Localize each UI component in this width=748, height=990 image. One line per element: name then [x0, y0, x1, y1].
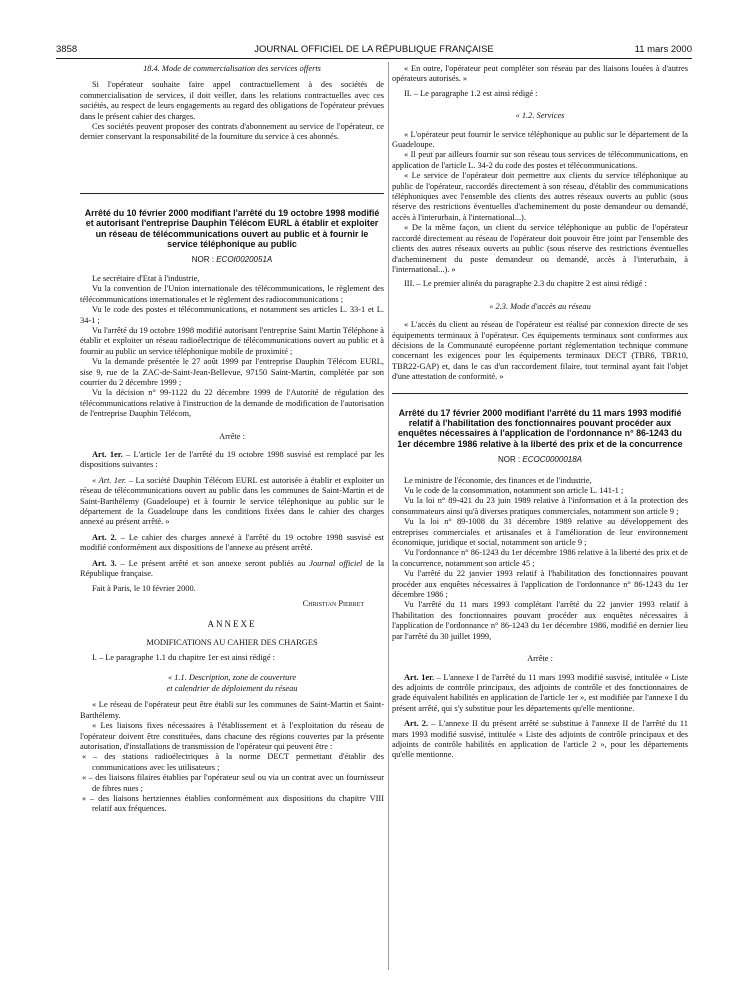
paragraph: Vu le code de la consommation, notamment son article L. 141-1 ; [404, 486, 624, 495]
done-at: Fait à Paris, le 10 février 2000. [92, 584, 196, 594]
bullet-item: « – des liaisons hertziennes établies conformément aux dispositions du chapitre VIII relatif aux fréquences. [82, 793, 384, 814]
paragraph: I. – Le paragraphe 1.1 du chapitre 1er est ainsi rédigé : [92, 653, 276, 663]
article-text: – Le présent arrêté et son annexe seront publiés au [116, 558, 310, 568]
article-text: – L'article 1er de l'arrêté du 19 octobre 1998 susvisé est remplacé par les dispositions suivantes : [80, 449, 384, 470]
journal-title: JOURNAL OFFICIEL DE LA RÉPUBLIQUE FRANÇAISE [254, 43, 494, 55]
article-2 [80, 533, 384, 554]
nor-reference [392, 455, 688, 465]
article-label: Art. 2. [404, 719, 429, 729]
paragraph: Vu la loi n° 89-421 du 23 juin 1989 relative à l'information et à la protection des consommateurs ainsi qu'à diverses pratiques commerciales, notamment son article 9 ; [392, 496, 688, 516]
bullet-item: « – des stations radioélectriques à la norme DECT permettant d'établir des communications avec les utilisateurs ; [82, 752, 384, 772]
section-heading: 18.4. Mode de commercialisation des services offerts [143, 64, 321, 73]
annexe-heading: ANNEXE [207, 619, 257, 630]
article-1 [80, 450, 384, 471]
article-1-quote [80, 476, 384, 528]
paragraph: Vu la demande présentée le 27 août 1999 par l'entreprise Dauphin Télécom EURL, sise 9, rue de la ZAC-de-Saint-Jean-Bellevue, 97150 Saint-Martin, complétée par son courrier du 2 décembre 1999 ; [80, 357, 384, 387]
quote-heading: « 1.2. Services [515, 111, 565, 121]
bullet-item: « – des liaisons filaires établies par l'opérateur seul ou via un contrat avec un fournisseur de fibres nues ; [82, 773, 384, 793]
article-1 [392, 673, 688, 715]
paragraph: Le ministre de l'économie, des finances et de l'industrie, [404, 475, 592, 485]
paragraph: « Le réseau de l'opérateur peut être établi sur les communes de Saint-Martin et Saint-Barthélemy. [80, 700, 384, 720]
nor-prefix: NOR : [497, 455, 523, 465]
paragraph: « En outre, l'opérateur peut compléter son réseau par des liaisons louées à d'autres opérateurs autorisés. » [392, 64, 688, 84]
arrete-heading: Arrête : [527, 654, 553, 664]
issue-date: 11 mars 2000 [634, 43, 692, 55]
paragraph: III. – Le premier alinéa du paragraphe 2.3 du chapitre 2 est ainsi rédigé : [404, 279, 647, 289]
decree-title: Arrêté du 10 février 2000 modifiant l'arrêté du 19 octobre 1998 modifié et autorisant l'entreprise Dauphin Télécom EURL à établir et exploiter un réseau de télécommunications ouvert au public et à fournir le service téléphonique au public [84, 207, 380, 250]
paragraph: Ces sociétés peuvent proposer des contrats d'abonnement au service de l'opérateur, ce dernier conservant la responsabilité de la fourniture du service à ces abonnés. [80, 122, 384, 142]
quote-heading: « 2.3. Mode d'accès au réseau [489, 301, 591, 311]
quote-heading-line-2: et calendrier de déploiement du réseau [166, 683, 298, 693]
journal-name: Journal officiel [309, 558, 363, 568]
header-rule [56, 58, 692, 59]
paragraph: Le secrétaire d'Etat à l'industrie, [92, 273, 200, 283]
article-label: Art. 1er. [92, 449, 123, 459]
quote-label: « Art. 1er. [92, 475, 127, 485]
quote-heading-line-1: « 1.1. Description, zone de couverture [167, 673, 297, 683]
quote-text: – La société Dauphin Télécom EURL est autorisée à établir et exploiter un réseau de télécommunications ouvert au public dans les communes de Saint-Martin et de Saint-Barthélemy (Guadeloupe) et à fournir le service téléphonique au public sur le département de la Guadeloupe dans les conditions fixées dans le cahier des charges annexé au présent arrêté. » [80, 475, 385, 527]
article-text: de la République française. [80, 558, 385, 579]
paragraph: Vu la décision n° 99-1122 du 22 décembre 1999 de l'Autorité de régulation des télécommunications relative à l'instruction de la demande de modification de l'autorisation de l'entreprise Dauphin Télécom, [80, 388, 384, 419]
paragraph: II. – Le paragraphe 1.2 est ainsi rédigé : [404, 88, 538, 98]
right-column [392, 64, 688, 761]
paragraph: « L'opérateur peut fournir le service téléphonique au public sur le département de la Guadeloupe. [392, 129, 688, 150]
nor-code: ECOI0020051A [216, 255, 273, 265]
paragraph: « L'accès du client au réseau de l'opérateur est réalisé par connexion directe de ses équipements terminaux à l'opérateur. Ces équipements terminaux sont conformes aux décisions de la Communauté européenne portant réglementation technique commune concernant les exigences pour les équipements terminaux DECT (TBR6, TBR10, TBR22-GAP) et, dans le cas d'un raccordement filaire, tout terminal ayant fait l'objet d'une attestation de conformité. » [392, 320, 688, 382]
page-number: 3858 [56, 43, 78, 55]
page-header [56, 42, 692, 56]
article-text: – L'annexe I de l'arrêté du 11 mars 1993 modifié susvisé, intitulée « Liste des adjoints de contrôle principaux, des adjoints de contrôle et des fonctionnaires de grade équivalent habilités en application de l'article 1er », est modifiée par l'annexe I du présent arrêté, qui s'y substitue pour les départements qu'elle mentionne. [392, 672, 688, 713]
nor-prefix: NOR : [191, 255, 217, 265]
paragraph: Vu l'arrêté du 11 mars 1993 complétant l'arrêté du 22 janvier 1993 relatif à l'habilitation des fonctionnaires pouvant procéder aux enquêtes nécessaires à l'application de l'ordonnance n° 86-1243 du 1er décembre 1986, modifié en dernier lieu par l'arrêté du 30 juillet 1999, [392, 600, 688, 641]
paragraph: « Il peut par ailleurs fournir sur son réseau tous services de télécommunications, en application de l'article L. 34-2 du code des postes et télécommunications. [392, 150, 688, 170]
column-divider [388, 62, 389, 970]
paragraph: Vu le code des postes et télécommunications, et notamment ses articles L. 33-1 et L. 34-1 ; [80, 305, 384, 325]
paragraph: « Les liaisons fixes nécessaires à l'établissement et à l'exploitation du réseau de l'opérateur doivent être constituées, dans chacune des régions couvertes par la présente autorisation, d'installations de transmission de l'opérateur qui peuvent être : [80, 721, 384, 751]
article-label: Art. 1er. [404, 672, 435, 682]
paragraph: Vu l'arrêté du 22 janvier 1993 relatif à l'habilitation des fonctionnaires pouvant procéder aux enquêtes nécessaires à l'application de l'ordonnance n° 86-1243 du 1er décembre 1986 ; [392, 569, 688, 600]
section-rule [392, 393, 688, 394]
left-column [80, 64, 384, 815]
article-text: – Le cahier des charges annexé à l'arrêté du 19 octobre 1998 susvisé est modifié conformément aux dispositions de l'annexe au présent arrêté. [80, 532, 385, 553]
paragraph: Si l'opérateur souhaite faire appel contractuellement à des sociétés de commercialisation de services, il doit veiller, dans les relations contractuelles avec ces sociétés, au respect de leurs engagements au regard des obligations de l'opérateur prévues dans le présent cahier des charges. [80, 80, 384, 121]
article-2 [392, 719, 688, 761]
paragraph: « De la même façon, un client du service téléphonique au public de l'opérateur raccordé directement au réseau de l'opérateur doit pouvoir être joint par l'ensemble des clients des autres réseaux ouverts au public (sous réserve des restrictions éventuelles d'acheminement du poste demandeur ou demandé, accès à l'interurbain, à l'international...). » [392, 223, 688, 274]
paragraph: Vu la convention de l'Union internationale des télécommunications, le règlement des télécommunications internationales et le règlement des radiocommunications ; [80, 284, 384, 304]
arrete-heading: Arrête : [219, 431, 245, 441]
nor-code: ECOC0000018A [522, 455, 583, 465]
article-label: Art. 3. [92, 558, 117, 568]
decree-title: Arrêté du 17 février 2000 modifiant l'arrêté du 11 mars 1993 modifié relatif à l'habilitation des fonctionnaires pouvant procéder aux enquêtes nécessaires à l'application de l'ordonnance n° 86-1243 du 1er décembre 1986 relative à la liberté des prix et de la concurrence [397, 407, 683, 449]
paragraph: Vu l'ordonnance n° 86-1243 du 1er décembre 1986 relative à la liberté des prix et de la concurrence, notamment son article 45 ; [392, 548, 688, 568]
article-text: – L'annexe II du présent arrêté se substitue à l'annexe II de l'arrêté du 11 mars 1993 modifié susvisé, intitulée « Liste des adjoints de contrôle principaux et des adjoints de contrôle habilités en application de l'article 2 », pour les départements qu'elle mentionne. [392, 719, 688, 760]
signature: Christian Pierret [302, 598, 364, 608]
article-3 [80, 559, 384, 580]
article-label: Art. 2. [92, 532, 117, 542]
paragraph: Vu l'arrêté du 19 octobre 1998 modifié autorisant l'entreprise Saint Martin Téléphone à établir et exploiter un réseau radioélectrique de télécommunications ouvert au public et à fournir au public un service téléphonique mobile de proximité ; [80, 325, 384, 356]
annexe-subtitle: MODIFICATIONS AU CAHIER DES CHARGES [146, 637, 318, 647]
paragraph: « Le service de l'opérateur doit permettre aux clients du service téléphonique au public de l'opérateur, raccordés directement à son réseau, d'établir des communications téléphoniques avec l'ensemble des clients des autres réseaux ouverts au public (sous réserve des restrictions éventuelles d'acheminement du poste demandeur ou demandé, accès à l'interurbain, à l'international...). [392, 171, 688, 222]
paragraph: Vu la loi n° 89-1008 du 31 décembre 1989 relative au développement des entreprises commerciales et artisanales et à l'amélioration de leur environnement économique, juridique et social, notamment son article 9 ; [392, 517, 688, 548]
section-rule [80, 193, 384, 194]
nor-reference [80, 255, 384, 265]
